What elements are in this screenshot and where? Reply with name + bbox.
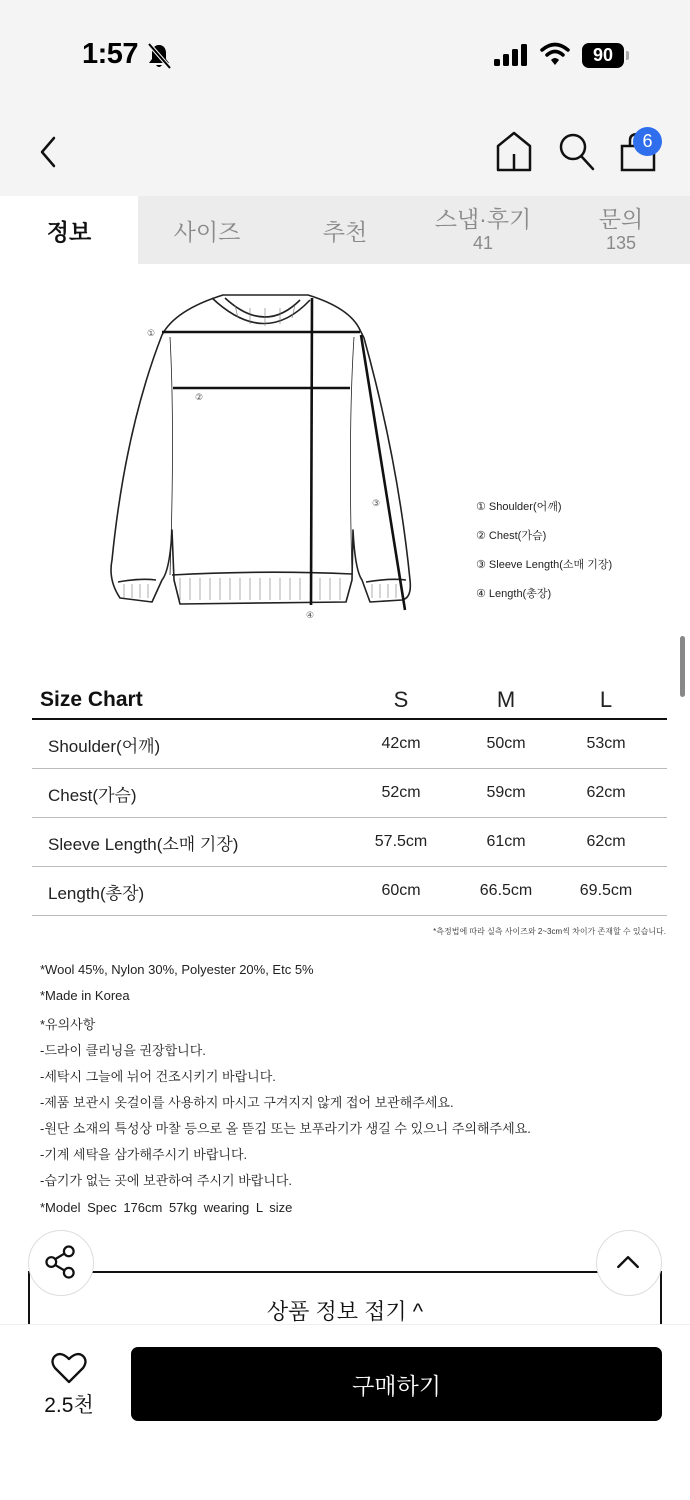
cell-m: 66.5cm xyxy=(479,882,533,899)
row-label: Length(총장) xyxy=(48,883,145,903)
table-row xyxy=(32,867,667,916)
size-col-l: L xyxy=(599,687,613,712)
tab-label: 정보 xyxy=(46,218,92,245)
cell-l: 62cm xyxy=(586,833,626,850)
diagram-legend xyxy=(476,498,612,614)
cell-m: 59cm xyxy=(486,784,526,801)
tab-label: 문의 xyxy=(598,205,644,232)
search-icon[interactable] xyxy=(556,130,596,172)
model-spec: *Model Spec 176cm 57kg wearing L size xyxy=(40,1200,293,1215)
size-col-m: M xyxy=(496,687,516,712)
product-info-text xyxy=(40,962,531,1226)
product-detail-content xyxy=(0,264,690,1324)
share-button[interactable] xyxy=(28,1230,94,1296)
size-chart-table xyxy=(32,682,667,916)
heart-icon xyxy=(51,1351,87,1385)
back-icon[interactable] xyxy=(30,132,66,172)
fold-product-info-button[interactable] xyxy=(28,1271,662,1331)
fold-label: 상품 정보 접기 ^ xyxy=(266,1299,424,1324)
row-label: Shoulder(어깨) xyxy=(48,736,161,756)
like-count: 2.5천 xyxy=(44,1394,94,1417)
legend-shoulder: ① Shoulder(어깨) xyxy=(476,501,562,513)
battery-nub xyxy=(626,51,629,60)
cell-s: 52cm xyxy=(381,784,421,801)
tab-info[interactable] xyxy=(0,196,138,264)
tab-snap-review[interactable] xyxy=(414,196,552,264)
marker-1: ① xyxy=(147,329,156,339)
table-row xyxy=(32,769,667,818)
sweater-size-diagram xyxy=(100,280,430,630)
info-line: *유의사항 xyxy=(40,1017,96,1032)
scroll-top-button[interactable] xyxy=(596,1230,662,1296)
legend-length: ④ Length(총장) xyxy=(476,588,552,600)
info-line: -드라이 클리닝을 권장합니다. xyxy=(40,1043,206,1058)
info-line: *Made in Korea xyxy=(40,988,130,1003)
cell-l: 53cm xyxy=(586,735,626,752)
scrollbar[interactable] xyxy=(680,636,685,697)
row-label: Chest(가슴) xyxy=(48,785,137,805)
size-col-s: S xyxy=(393,687,409,712)
info-line: -제품 보관시 옷걸이를 사용하지 마시고 구겨지지 않게 접어 보관해주세요. xyxy=(40,1095,454,1110)
legend-sleeve: ③ Sleeve Length(소매 기장) xyxy=(476,559,613,571)
info-line: -기계 세탁을 삼가해주시기 바랍니다. xyxy=(40,1147,248,1162)
cell-m: 61cm xyxy=(486,833,526,850)
table-row xyxy=(32,720,667,769)
info-line: *Wool 45%, Nylon 30%, Polyester 20%, Etc 5% xyxy=(40,962,314,977)
bottom-action-bar xyxy=(0,1324,690,1500)
marker-2: ② xyxy=(195,393,204,403)
battery-icon: 90 xyxy=(582,43,624,68)
cell-s: 57.5cm xyxy=(374,833,428,850)
chevron-up-icon xyxy=(597,1231,661,1295)
tab-bar xyxy=(0,196,690,264)
size-chart-header xyxy=(32,682,667,720)
tab-label: 스냅·후기 xyxy=(434,205,532,232)
info-line: -세탁시 그늘에 뉘어 건조시키기 바랍니다. xyxy=(40,1069,276,1084)
size-chart-note: *측정법에 따라 실측 사이즈와 2~3cm씩 차이가 존재할 수 있습니다. xyxy=(433,927,666,936)
cell-s: 60cm xyxy=(381,882,421,899)
info-line: -습기가 없는 곳에 보관하여 주시기 바랍니다. xyxy=(40,1173,293,1188)
wifi-icon xyxy=(540,42,570,66)
info-line: -원단 소재의 특성상 마찰 등으로 올 뜯김 또는 보푸라기가 생길 수 있으니 주의해주세요. xyxy=(40,1121,531,1136)
legend-chest: ② Chest(가슴) xyxy=(476,530,547,542)
cell-l: 69.5cm xyxy=(579,882,633,899)
marker-3: ③ xyxy=(372,499,381,509)
size-chart-title: Size Chart xyxy=(40,688,143,711)
cell-m: 50cm xyxy=(486,735,526,752)
tab-recommend[interactable] xyxy=(276,196,414,264)
status-time: 1:57 xyxy=(82,38,139,70)
tab-inquiry[interactable] xyxy=(552,196,690,264)
home-icon[interactable] xyxy=(494,130,534,172)
cell-s: 42cm xyxy=(381,735,421,752)
cell-l: 62cm xyxy=(586,784,626,801)
table-row xyxy=(32,818,667,867)
row-label: Sleeve Length(소매 기장) xyxy=(48,834,239,854)
tab-label: 추천 xyxy=(322,218,368,245)
signal-icon xyxy=(494,44,528,66)
bell-off-icon xyxy=(146,42,172,70)
nav-header xyxy=(0,110,690,196)
tab-label: 사이즈 xyxy=(173,218,241,245)
marker-4: ④ xyxy=(306,611,315,621)
cart-badge: 6 xyxy=(633,127,662,156)
status-bar xyxy=(0,0,690,110)
like-button[interactable] xyxy=(36,1349,102,1419)
tab-size[interactable] xyxy=(138,196,276,264)
share-icon xyxy=(29,1231,93,1295)
buy-button[interactable]: 구매하기 xyxy=(131,1347,662,1421)
tab-count: 41 xyxy=(472,232,494,253)
tab-count: 135 xyxy=(605,232,637,253)
